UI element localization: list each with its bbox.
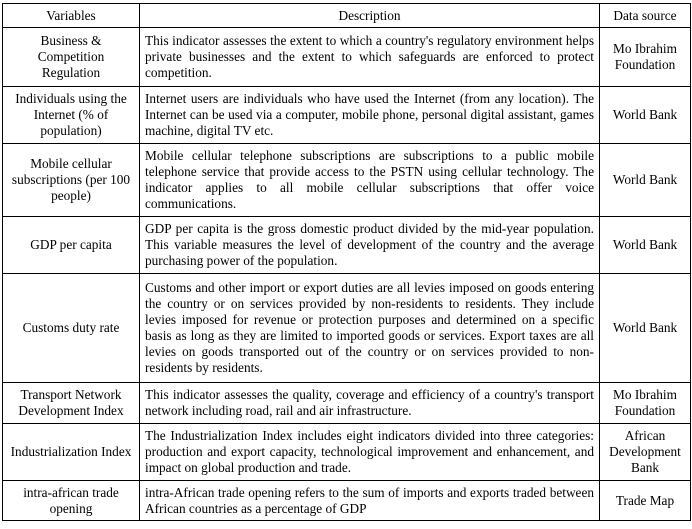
source-cell: Mo Ibrahim Foundation (600, 383, 691, 424)
variable-cell: GDP per capita (3, 217, 140, 274)
source-cell: African Development Bank (600, 424, 691, 481)
description-cell: The Industrialization Index includes eight indicators divided into three categories: production and export capacity, technological improvement and enhancement, and impact on global production and trade. (140, 424, 600, 481)
source-cell: Mo Ibrahim Foundation (600, 28, 691, 87)
table-row (3, 144, 691, 217)
variable-cell: Business & Competition Regulation (3, 28, 140, 87)
source-cell: World Bank (600, 217, 691, 274)
description-cell: This indicator assesses the extent to which a country's regulatory environment helps private businesses and the extent to which safeguards are enforced to protect competition. (140, 28, 600, 87)
source-cell: World Bank (600, 274, 691, 383)
header-data-source: Data source (600, 4, 691, 28)
variable-cell: intra-african trade opening (3, 481, 140, 521)
description-cell: GDP per capita is the gross domestic product divided by the mid-year population. This variable measures the level of development of the country and the average purchasing power of the population. (140, 217, 600, 274)
header-description: Description (140, 4, 600, 28)
table-row (3, 424, 691, 481)
table-row (3, 28, 691, 87)
table-row (3, 274, 691, 383)
table-row (3, 383, 691, 424)
table-row (3, 87, 691, 144)
variable-cell: Transport Network Development Index (3, 383, 140, 424)
source-cell: Trade Map (600, 481, 691, 521)
variables-table (2, 3, 691, 521)
variable-cell: Individuals using the Internet (% of population) (3, 87, 140, 144)
description-cell: This indicator assesses the quality, coverage and efficiency of a country's transport network including road, rail and air infrastructure. (140, 383, 600, 424)
description-cell: Internet users are individuals who have used the Internet (from any location). The Internet can be used via a computer, mobile phone, personal digital assistant, games machine, digital TV etc. (140, 87, 600, 144)
description-cell: Mobile cellular telephone subscriptions are subscriptions to a public mobile telephone service that provide access to the PSTN using cellular technology. The indicator applies to all mobile cellular subscriptions that offer voice communications. (140, 144, 600, 217)
description-cell: intra-African trade opening refers to the sum of imports and exports traded between African countries as a percentage of GDP (140, 481, 600, 521)
variable-cell: Mobile cellular subscriptions (per 100 people) (3, 144, 140, 217)
table-row (3, 481, 691, 521)
description-cell: Customs and other import or export duties are all levies imposed on goods entering the country or on services provided by non-residents to residents. They include levies imposed for revenue or protection purposes and determined on a specific basis as long as they are limited to imported goods or services. Export taxes are all levies on goods transported out of the country or on services provided to non-residents by residents. (140, 274, 600, 383)
variable-cell: Customs duty rate (3, 274, 140, 383)
source-cell: World Bank (600, 87, 691, 144)
table-header-row (3, 4, 691, 28)
source-cell: World Bank (600, 144, 691, 217)
table-row (3, 217, 691, 274)
variable-cell: Industrialization Index (3, 424, 140, 481)
header-variables: Variables (3, 4, 140, 28)
